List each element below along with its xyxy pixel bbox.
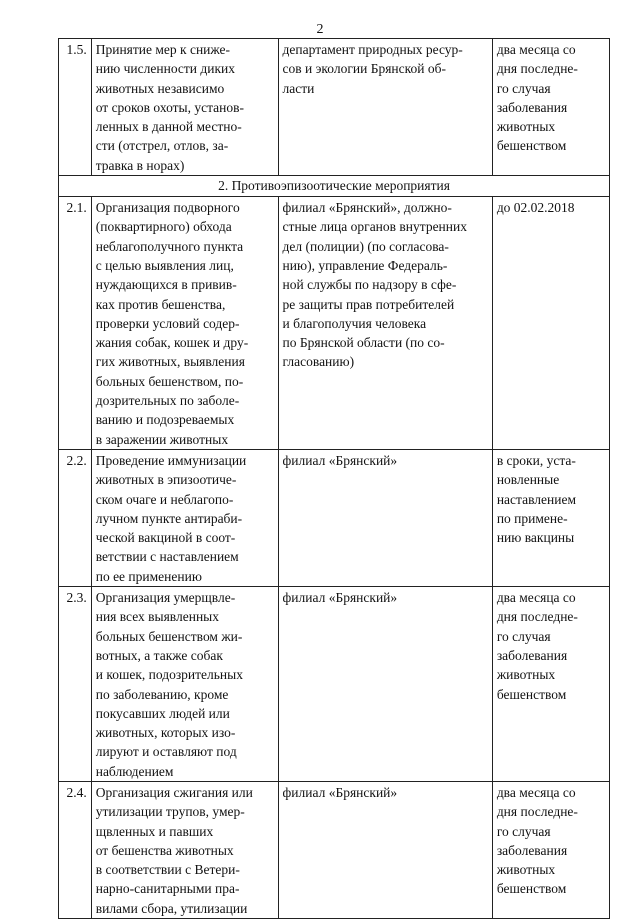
executor-cell-line: департамент природных ресур- — [282, 42, 463, 57]
measure-cell-line: с целью выявления лиц, — [95, 257, 234, 273]
deadline-cell-line: по примене- — [496, 510, 568, 526]
measure-cell-line: неблагополучного пункта — [95, 238, 244, 254]
executor-cell-line: филиал «Брянский», должно- — [282, 200, 452, 216]
measure-cell-line: нию численности диких — [95, 61, 236, 77]
item-number: 2.1. — [59, 197, 92, 450]
measure-cell-line: ния всех выявленных — [95, 609, 219, 625]
deadline-cell-line: бешенством — [496, 686, 567, 702]
measure-cell-line: утилизации трупов, умер- — [95, 804, 245, 820]
measure-cell-line: по ее применению — [95, 568, 202, 584]
measure-cell-line: в заражении животных — [95, 431, 229, 447]
deadline-cell — [492, 587, 609, 782]
measure-cell-line: Проведение иммунизации — [95, 452, 247, 468]
measure-cell — [91, 39, 278, 176]
deadline-cell-line: заболевания — [496, 647, 568, 663]
deadline-cell — [492, 449, 609, 586]
measure-cell-line: в соответствии с Ветери- — [95, 862, 240, 878]
measure-cell-line: животных в эпизоотиче- — [95, 472, 237, 488]
measure-cell-line: жания собак, кошек и дру- — [95, 335, 249, 351]
section-row — [59, 176, 610, 197]
deadline-cell-line: до 02.02.2018 — [496, 200, 575, 216]
executor-cell — [278, 197, 492, 450]
item-number: 2.2. — [59, 449, 92, 586]
measure-cell-line: нарно-санитарными пра- — [95, 881, 240, 897]
executor-cell — [278, 587, 492, 782]
table-row — [59, 781, 610, 918]
measure-cell-line: Принятие мер к сниже- — [95, 42, 231, 57]
table-row — [59, 449, 610, 586]
executor-cell-line: гласованию) — [282, 354, 355, 370]
measure-cell-line: (поквартирного) обхода — [95, 219, 232, 235]
measure-cell-line: лируют и оставляют под — [95, 744, 237, 760]
deadline-cell-line: дня последне- — [496, 609, 578, 625]
executor-cell-line: ре защиты прав потребителей — [282, 296, 455, 312]
deadline-cell — [492, 197, 609, 450]
deadline-cell-line: наставлением — [496, 491, 576, 507]
deadline-cell-line: го случая — [496, 628, 551, 644]
table-row — [59, 587, 610, 782]
measure-cell — [91, 781, 278, 918]
measure-cell-line: Организация умерщвле- — [95, 590, 236, 606]
executor-cell-line: дел (полиции) (по согласова- — [282, 238, 449, 254]
measure-cell-line: наблюдением — [95, 763, 174, 779]
deadline-cell-line: два месяца со — [496, 590, 576, 606]
measure-cell-line: от бешенства животных — [95, 842, 234, 858]
deadline-cell-line: дня последне- — [496, 61, 578, 77]
deadline-cell-line: животных — [496, 667, 556, 683]
executor-cell — [278, 449, 492, 586]
measure-cell-line: Организация сжигания или — [95, 784, 253, 800]
measure-cell-line: ках против бешенства, — [95, 296, 226, 312]
measure-cell-line: щвленных и павших — [95, 823, 214, 839]
measure-cell-line: от сроков охоты, установ- — [95, 99, 245, 115]
executor-cell-line: филиал «Брянский» — [282, 590, 398, 606]
measure-cell-line: по заболеванию, кроме — [95, 686, 229, 702]
executor-cell-line: нию), управление Федераль- — [282, 257, 448, 273]
measures-table — [58, 38, 610, 919]
measure-cell-line: животных, которых изо- — [95, 725, 236, 741]
measure-cell-line: лучном пункте антираби- — [95, 510, 243, 526]
measure-cell-line: больных бешенством жи- — [95, 628, 243, 644]
deadline-cell-line: два месяца со — [496, 42, 576, 57]
executor-cell-line: ласти — [282, 80, 315, 96]
measure-cell-line: проверки условий содер- — [95, 315, 240, 331]
deadline-cell-line: го случая — [496, 80, 551, 96]
measure-cell-line: нуждающихся в привив- — [95, 277, 237, 293]
executor-cell-line: и благополучия человека — [282, 315, 427, 331]
executor-cell-line: филиал «Брянский» — [282, 784, 398, 800]
measure-cell-line: Организация подворного — [95, 200, 240, 216]
executor-cell — [278, 781, 492, 918]
deadline-cell-line: два месяца со — [496, 784, 576, 800]
item-number: 1.5. — [59, 39, 92, 176]
measure-cell-line: ветствии с наставлением — [95, 549, 239, 565]
measure-cell-line: ском очаге и неблагопо- — [95, 491, 234, 507]
executor-cell-line: стные лица органов внутренних — [282, 219, 467, 235]
deadline-cell-line: бешенством — [496, 881, 567, 897]
deadline-cell-line: животных — [496, 119, 556, 135]
measure-cell — [91, 197, 278, 450]
executor-cell — [278, 39, 492, 176]
deadline-cell-line: новленные — [496, 472, 560, 488]
item-number: 2.3. — [59, 587, 92, 782]
measure-cell-line: ческой вакциной в соот- — [95, 530, 236, 546]
measure-cell-line: животных независимо — [95, 80, 225, 96]
measure-cell-line: и кошек, подозрительных — [95, 667, 243, 683]
deadline-cell-line: бешенством — [496, 138, 567, 154]
deadline-cell-line: го случая — [496, 823, 551, 839]
table-row — [59, 197, 610, 450]
executor-cell-line: сов и экологии Брянской об- — [282, 61, 446, 77]
table-row — [59, 39, 610, 176]
measure-cell-line: сти (отстрел, отлов, за- — [95, 138, 229, 154]
measure-cell-line: травка в норах) — [95, 157, 185, 173]
deadline-cell-line: нию вакцины — [496, 530, 575, 546]
deadline-cell-line: животных — [496, 862, 556, 878]
measure-cell-line: ленных в данной местно- — [95, 119, 242, 135]
measure-cell-line: вилами сбора, утилизации — [95, 900, 248, 916]
executor-cell-line: филиал «Брянский» — [282, 452, 398, 468]
deadline-cell-line: в сроки, уста- — [496, 452, 576, 468]
executor-cell-line: ной службы по надзору в сфе- — [282, 277, 457, 293]
deadline-cell — [492, 781, 609, 918]
executor-cell-line: по Брянской области (по со- — [282, 335, 445, 351]
item-number: 2.4. — [59, 781, 92, 918]
measure-cell-line: ванию и подозреваемых — [95, 412, 235, 428]
deadline-cell-line: дня последне- — [496, 804, 578, 820]
measure-cell-line: гих животных, выявления — [95, 354, 245, 370]
measure-cell — [91, 587, 278, 782]
page-number: 2 — [316, 22, 324, 37]
measure-cell — [91, 449, 278, 586]
deadline-cell-line: заболевания — [496, 99, 568, 115]
deadline-cell — [492, 39, 609, 176]
measure-cell-line: вотных, а также собак — [95, 647, 223, 663]
deadline-cell-line: заболевания — [496, 842, 568, 858]
measure-cell-line: покусавших людей или — [95, 705, 230, 721]
section-title: 2. Противоэпизоотические мероприятия — [59, 176, 610, 197]
measure-cell-line: больных бешенством, по- — [95, 373, 244, 389]
measure-cell-line: дозрительных по заболе- — [95, 393, 240, 409]
